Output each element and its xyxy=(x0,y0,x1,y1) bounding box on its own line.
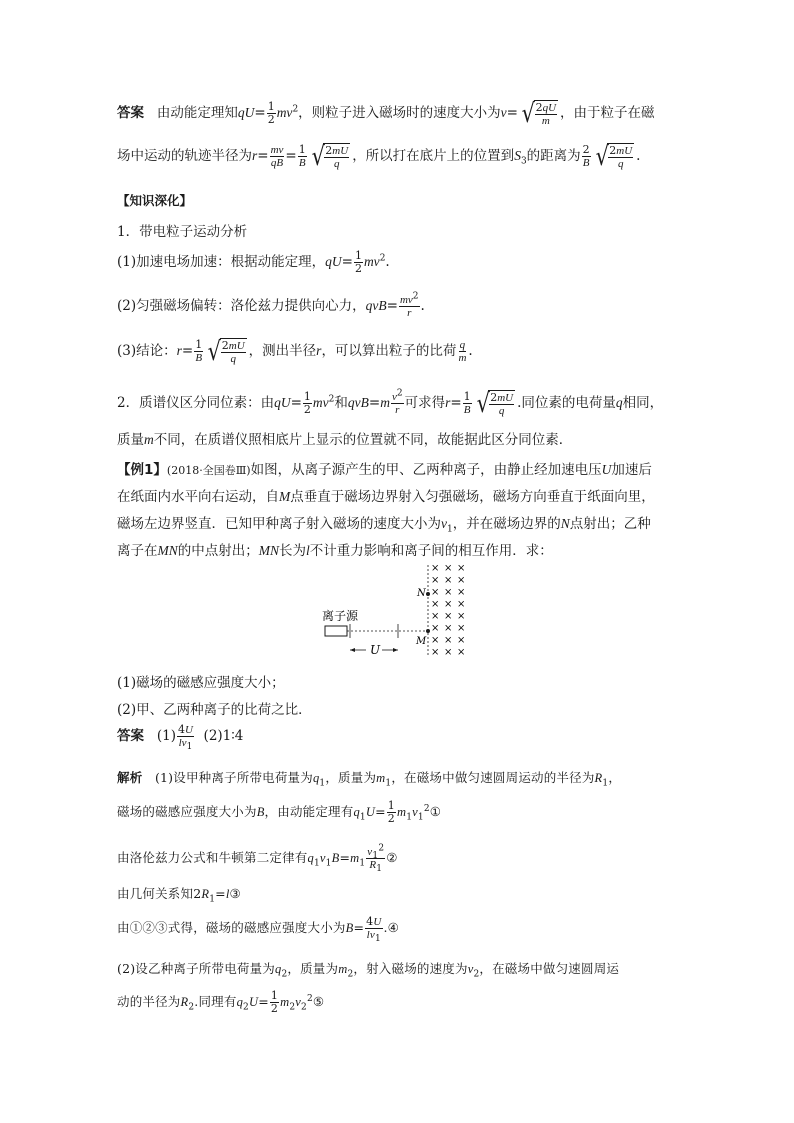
m-label: M xyxy=(416,636,427,647)
text: 动的半径为 xyxy=(117,994,181,1009)
example-source: (2018·全国卷Ⅲ) xyxy=(166,464,251,477)
text: ，质量为 xyxy=(325,770,377,785)
field-cross: × xyxy=(431,599,440,610)
text: ，测出半径 xyxy=(248,343,317,359)
item1-title: 1．带电粒子运动分析 xyxy=(117,224,248,240)
mass-spectrometer-figure xyxy=(318,560,468,660)
text: 离子在 xyxy=(117,543,158,559)
field-cross: × xyxy=(457,563,466,574)
text: 磁场的磁感应强度大小为 xyxy=(117,804,257,819)
text: 相同， xyxy=(622,395,664,411)
field-cross: × xyxy=(431,647,440,658)
text: 的距离为 xyxy=(526,148,581,164)
solution-line2: 磁场的磁感应强度大小为B，由动能定理有$q_1U=$ $\frac{1}{2}$ $m_1v_1^2①$ xyxy=(117,799,442,825)
text: ，并在磁场边界的 xyxy=(452,516,561,532)
solution-line3: 由洛伦兹力公式和牛顿第二定律有$q_1v_1B=m_1$ $\frac{v_1^2}{R_1}$ ② xyxy=(117,843,398,875)
item2-line2: 质量m不同，在质谱仪照相底片上显示的位置就不同，故能据此区分同位素． xyxy=(117,432,573,448)
point-m xyxy=(426,629,430,633)
example-line2: 在纸面内水平向右运动，自M点垂直于磁场边界射入匀强磁场，磁场方向垂直于纸面向里， xyxy=(117,489,655,505)
field-cross: × xyxy=(457,611,466,622)
text: ，所以打在底片上的位置到 xyxy=(352,148,515,164)
example-line1: 【例1】(2018·全国卷Ⅲ)如图，从离子源产生的甲、乙两种离子，由静止经加速电压U加速后 xyxy=(117,462,652,478)
solution-line4: 由几何关系知$2R_1=l③$ xyxy=(117,886,241,905)
text: (2)1∶4 xyxy=(203,728,244,744)
text: 点垂直于磁场边界射入匀强磁场，磁场方向垂直于纸面向里， xyxy=(290,489,655,505)
text: 同位素的电荷量 xyxy=(521,395,616,411)
text: 由①②③式得，磁场的磁感应强度大小为 xyxy=(117,920,346,935)
field-cross: × xyxy=(457,623,466,634)
field-cross: × xyxy=(457,647,466,658)
example-tag: 【例1】 xyxy=(117,462,167,478)
field-cross: × xyxy=(444,563,453,574)
field-cross: × xyxy=(444,611,453,622)
text: 长为 xyxy=(279,543,306,559)
field-cross: × xyxy=(431,635,440,646)
text: ，质量为 xyxy=(287,961,339,976)
u-arrowhead-left xyxy=(350,648,355,652)
example-line3: 磁场左边界竖直．已知甲种离子射入磁场的速度大小为$v_1$，并在磁场边界的N点射出；乙种 xyxy=(117,516,651,535)
ion-source-label: 离子源 xyxy=(322,609,359,623)
field-cross: × xyxy=(431,563,440,574)
solution-line5: 由①②③式得，磁场的磁感应强度大小为B= $\frac{4U}{lv_1}$ .④ xyxy=(117,915,400,945)
text: 由洛伦兹力公式和牛顿第二定律有 xyxy=(117,850,308,865)
text: (1)设甲种离子所带电荷量为 xyxy=(154,770,313,785)
text: ，射入磁场的速度为 xyxy=(353,961,468,976)
text: (2)匀强磁场偏转：洛伦兹力提供向心力， xyxy=(117,298,366,314)
text: 在纸面内水平向右运动，自 xyxy=(117,489,279,505)
answer1-line1: 答案 由动能定理知qU= $\frac{1}{2}$ $mv^2$，则粒子进入磁场时的速度大小为v= √ $\frac{2qU}{m}$ ，由于粒子在磁 xyxy=(117,98,655,129)
u-arrowhead-right xyxy=(393,648,398,652)
text: (1)加速电场加速：根据动能定理， xyxy=(117,254,326,270)
text: .同理有 xyxy=(194,994,237,1009)
answer2: 答案 (1) $\frac{4U}{lv_1}$ (2)1∶4 xyxy=(117,723,244,753)
text: ，则粒子进入磁场时的速度大小为 xyxy=(298,105,501,121)
solution-line1: 解析 (1)设甲种离子所带电荷量为$q_1$，质量为$m_1$，在磁场中做匀速圆周运动的半径为$R_1$， xyxy=(117,770,622,789)
u-label: U xyxy=(370,643,381,657)
answer-label: 答案 xyxy=(117,105,144,121)
point-n xyxy=(426,592,430,596)
field-cross: × xyxy=(457,587,466,598)
text: ， xyxy=(608,770,622,785)
field-cross: × xyxy=(444,635,453,646)
item1-p3: (3)结论：r= $\frac{1}{B}$ √ $\frac{2mU}{q}$ ，测出半径r，可以算出粒子的比荷 $\frac{q}{m}$ . xyxy=(117,336,473,367)
field-cross: × xyxy=(444,623,453,634)
field-cross: × xyxy=(431,611,440,622)
answer-label: 答案 xyxy=(117,728,144,744)
item2-line1: 2．质谱仪区分同位素：由qU= $\frac{1}{2}$ $mv^2$和qvB=m $\frac{v^2}{r}$ 可求得r= $\frac{1}{B}$ √ $\frac{2mU}{q}$ .同位素的电荷量q相同， xyxy=(117,388,664,419)
answer1-line2: 场中运动的轨迹半径为r= $\frac{mv}{qB}$ = $\frac{1}{B}$ √ $\frac{2mU}{q}$ ，所以打在底片上的位置到$S_3$的距离为 $\frac{2}{B}$ √ $\frac{2mU}{q}$ . xyxy=(117,141,641,172)
field-cross: × xyxy=(431,587,440,598)
item1-p1: (1)加速电场加速：根据动能定理，qU= $\frac{1}{2}$ $mv^2$. xyxy=(117,249,390,275)
text: ，在磁场中做匀速圆周运 xyxy=(479,961,620,976)
solution-label: 解析 xyxy=(117,770,143,785)
magnetic-field-crosses xyxy=(431,563,465,658)
text: (3)结论： xyxy=(117,343,177,359)
field-cross: × xyxy=(431,575,440,586)
field-cross: × xyxy=(444,647,453,658)
field-cross: × xyxy=(457,575,466,586)
text: 的中点射出； xyxy=(177,543,259,559)
ion-source-box xyxy=(325,626,347,636)
solution-line6: (2)设乙种离子所带电荷量为$q_2$，质量为$m_2$，射入磁场的速度为$v_2$，在磁场中做匀速圆周运 xyxy=(117,961,620,980)
text: ，由动能定理有 xyxy=(264,804,354,819)
text: ，在磁场中做匀速圆周运动的半径为 xyxy=(391,770,595,785)
field-cross: × xyxy=(444,587,453,598)
text: 不计重力影响和离子间的相互作用．求： xyxy=(309,543,553,559)
text: 场中运动的轨迹半径为 xyxy=(117,148,252,164)
item1-p2: (2)匀强磁场偏转：洛伦兹力提供向心力，qvB= $\frac{mv^2}{r}$ . xyxy=(117,291,425,319)
text: ，可以算出粒子的比荷 xyxy=(321,343,457,359)
text: 如图，从离子源产生的甲、乙两种离子，由静止经加速电压 xyxy=(250,462,602,478)
text: 可求得 xyxy=(404,395,446,411)
question2: (2)甲、乙两种离子的比荷之比． xyxy=(117,702,312,718)
field-cross: × xyxy=(444,599,453,610)
field-cross: × xyxy=(457,635,466,646)
question1: (1)磁场的磁感应强度大小； xyxy=(117,675,285,691)
text: 加速后 xyxy=(611,462,652,478)
example-line4: 离子在MN的中点射出；MN长为l不计重力影响和离子间的相互作用．求： xyxy=(117,543,553,559)
text: (2)设乙种离子所带电荷量为 xyxy=(117,961,276,976)
text: 由动能定理知 xyxy=(156,105,238,121)
field-cross: × xyxy=(444,575,453,586)
section-title: 【知识深化】 xyxy=(117,193,193,208)
text: ，由于粒子在磁 xyxy=(560,105,655,121)
field-cross: × xyxy=(457,599,466,610)
solution-line7: 动的半径为$R_2$.同理有$q_2U=$ $\frac{1}{2}$ $m_2v_2^2⑤$ xyxy=(117,989,325,1015)
text: (1) xyxy=(156,728,176,744)
text: 点射出；乙种 xyxy=(569,516,651,532)
field-cross: × xyxy=(431,623,440,634)
text: 磁场左边界竖直．已知甲种离子射入磁场的速度大小为 xyxy=(117,516,441,532)
text: 质量 xyxy=(117,432,144,448)
text: 2．质谱仪区分同位素：由 xyxy=(117,395,275,411)
text: 由几何关系知 xyxy=(117,886,194,901)
n-label: N xyxy=(417,588,426,599)
text: 和 xyxy=(334,395,348,411)
text: 不同，在质谱仪照相底片上显示的位置就不同，故能据此区分同位素． xyxy=(153,432,573,448)
